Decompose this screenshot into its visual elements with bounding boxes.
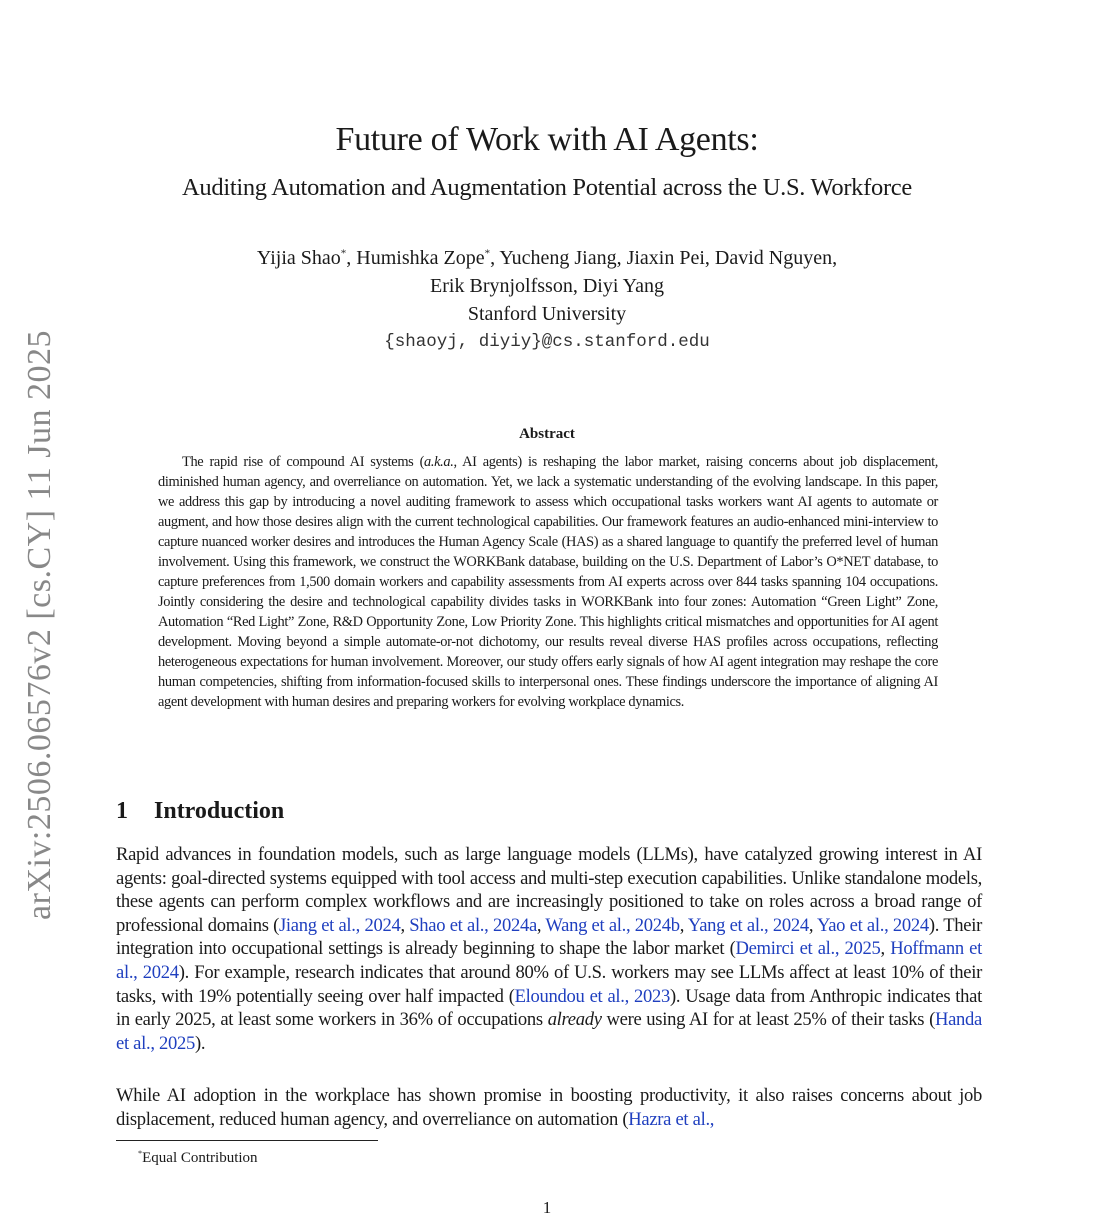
abstract-text-part: The rapid rise of compound AI systems (	[182, 454, 425, 470]
author-line-2: Erik Brynjolfsson, Diyi Yang	[430, 275, 664, 297]
arxiv-identifier: arXiv:2506.06576v2 [cs.CY] 11 Jun 2025	[21, 329, 58, 920]
introduction-paragraph-2	[116, 1084, 982, 1131]
paper-title: Future of Work with AI Agents:	[335, 121, 759, 158]
body-text: Rapid advances in foundation models, such as large language models (LLMs), have catalyzed growing interest in AI agents: goal-directed systems equipped with tool access and multi-step execution capabilities. Unlike standalone models, these agents can perform complex workflows and are increasingly positioned to take on roles across a broad range of professional domains (	[116, 844, 982, 936]
citation-link[interactable]: Jiang et al., 2024	[279, 914, 401, 936]
footnote	[138, 1148, 258, 1168]
body-text: were using AI for at least 25% of their tasks (	[601, 1009, 935, 1031]
body-text: ). Usage data from Anthropic indicates that in early 2025, at least some workers in 36% of occupations	[116, 985, 982, 1031]
citation-link[interactable]: Eloundou et al., 2023	[514, 985, 671, 1007]
equal-contribution-mark: *	[340, 247, 347, 260]
author-name: , Humishka Zope	[346, 247, 485, 269]
author-block	[0, 244, 1094, 356]
abstract-text-part: , AI agents) is reshaping the labor market, raising concerns about job displacement, diminished human agency, and overreliance on automation. Yet, we lack a systematic understanding of the evolving landscape. In this paper, we address this gap by introducing a novel auditing framework to assess which occupational tasks workers want AI agents to automate or augment, and how those desires align with the current technological capabilities. Our framework features an audio-enhanced mini-interview to capture nuanced worker desires and introduces the Human Agency Scale (HAS) as a shared language to quantify the preferred level of human involvement. Using this framework, we construct the WORKBank database, building on the U.S. Department of Labor’s O*NET database, to capture preferences from 1,500 domain workers and capability assessments from AI experts across over 844 tasks spanning 104 occupations. Jointly considering the desire and technological capability divides tasks in WORKBank into four zones: Automation “Green Light” Zone, Automation “Red Light” Zone, R&D Opportunity Zone, Low Priority Zone. This highlights critical mismatches and opportunities for AI agent development. Moving beyond a simple automate-or-not dichotomy, our results reveal diverse HAS profiles across occupations, reflecting heterogeneous expectations for human involvement. Moreover, our study offers early signals of how AI agent integration may reshape the core human competencies, shifting from information-focused skills to interpersonal ones. These findings underscore the importance of aligning AI agent development with human desires and preparing workers for evolving workplace dynamics.	[158, 454, 938, 710]
page-number: 1	[542, 1198, 552, 1217]
author-email: {shaoyj, diyiy}@cs.stanford.edu	[384, 332, 710, 352]
author-name: Yijia Shao	[256, 247, 341, 269]
citation-link[interactable]: Hazra et al.,	[628, 1108, 715, 1130]
footnote-divider	[116, 1140, 378, 1141]
citation-link[interactable]: Wang et al., 2024b	[545, 914, 680, 936]
section-number: 1	[116, 798, 128, 824]
citation-link[interactable]: Shao et al., 2024a	[409, 914, 537, 936]
citation-link[interactable]: Handa et al., 2025	[116, 1009, 982, 1054]
abstract-heading: Abstract	[519, 426, 575, 442]
citation-link[interactable]: Demirci et al., 2025	[735, 938, 881, 960]
citation-link[interactable]: Yang et al., 2024	[687, 914, 809, 936]
citation-separator: ,	[400, 914, 410, 936]
abstract-aka: a.k.a.	[424, 454, 454, 470]
footnote-mark: *	[138, 1149, 143, 1158]
footnote-text: Equal Contribution	[142, 1150, 258, 1166]
emphasis-text: already	[547, 1009, 602, 1031]
citation-separator: ,	[808, 914, 817, 936]
affiliation: Stanford University	[467, 303, 627, 325]
body-text: While AI adoption in the workplace has shown promise in boosting productivity, it also raises concerns about job displacement, reduced human agency, and overreliance on automation (	[116, 1085, 982, 1130]
equal-contribution-mark: *	[484, 247, 491, 260]
citation-separator: ,	[679, 914, 688, 936]
section-title: Introduction	[154, 798, 285, 824]
citation-link[interactable]: Hoffmann et al., 2024	[116, 938, 982, 983]
paper-subtitle: Auditing Automation and Augmentation Potential across the U.S. Workforce	[182, 174, 912, 201]
body-text: ). Their integration into occupational settings is already beginning to shape the labor market (	[116, 914, 983, 960]
body-text: ). For example, research indicates that around 80% of U.S. workers may see LLMs affect at least 10% of their tasks, with 19% potentially seeing over half impacted (	[116, 961, 982, 1007]
abstract-text	[158, 452, 938, 712]
section-heading-introduction	[116, 795, 284, 827]
author-line-1	[0, 244, 1094, 272]
citation-separator: ,	[880, 938, 891, 960]
citation-link[interactable]: Yao et al., 2024	[816, 914, 929, 936]
citation-separator: ,	[536, 914, 546, 936]
author-names: , Yucheng Jiang, Jiaxin Pei, David Nguyen,	[490, 247, 838, 269]
introduction-paragraph-1	[116, 843, 982, 1055]
body-text: ).	[195, 1032, 206, 1054]
